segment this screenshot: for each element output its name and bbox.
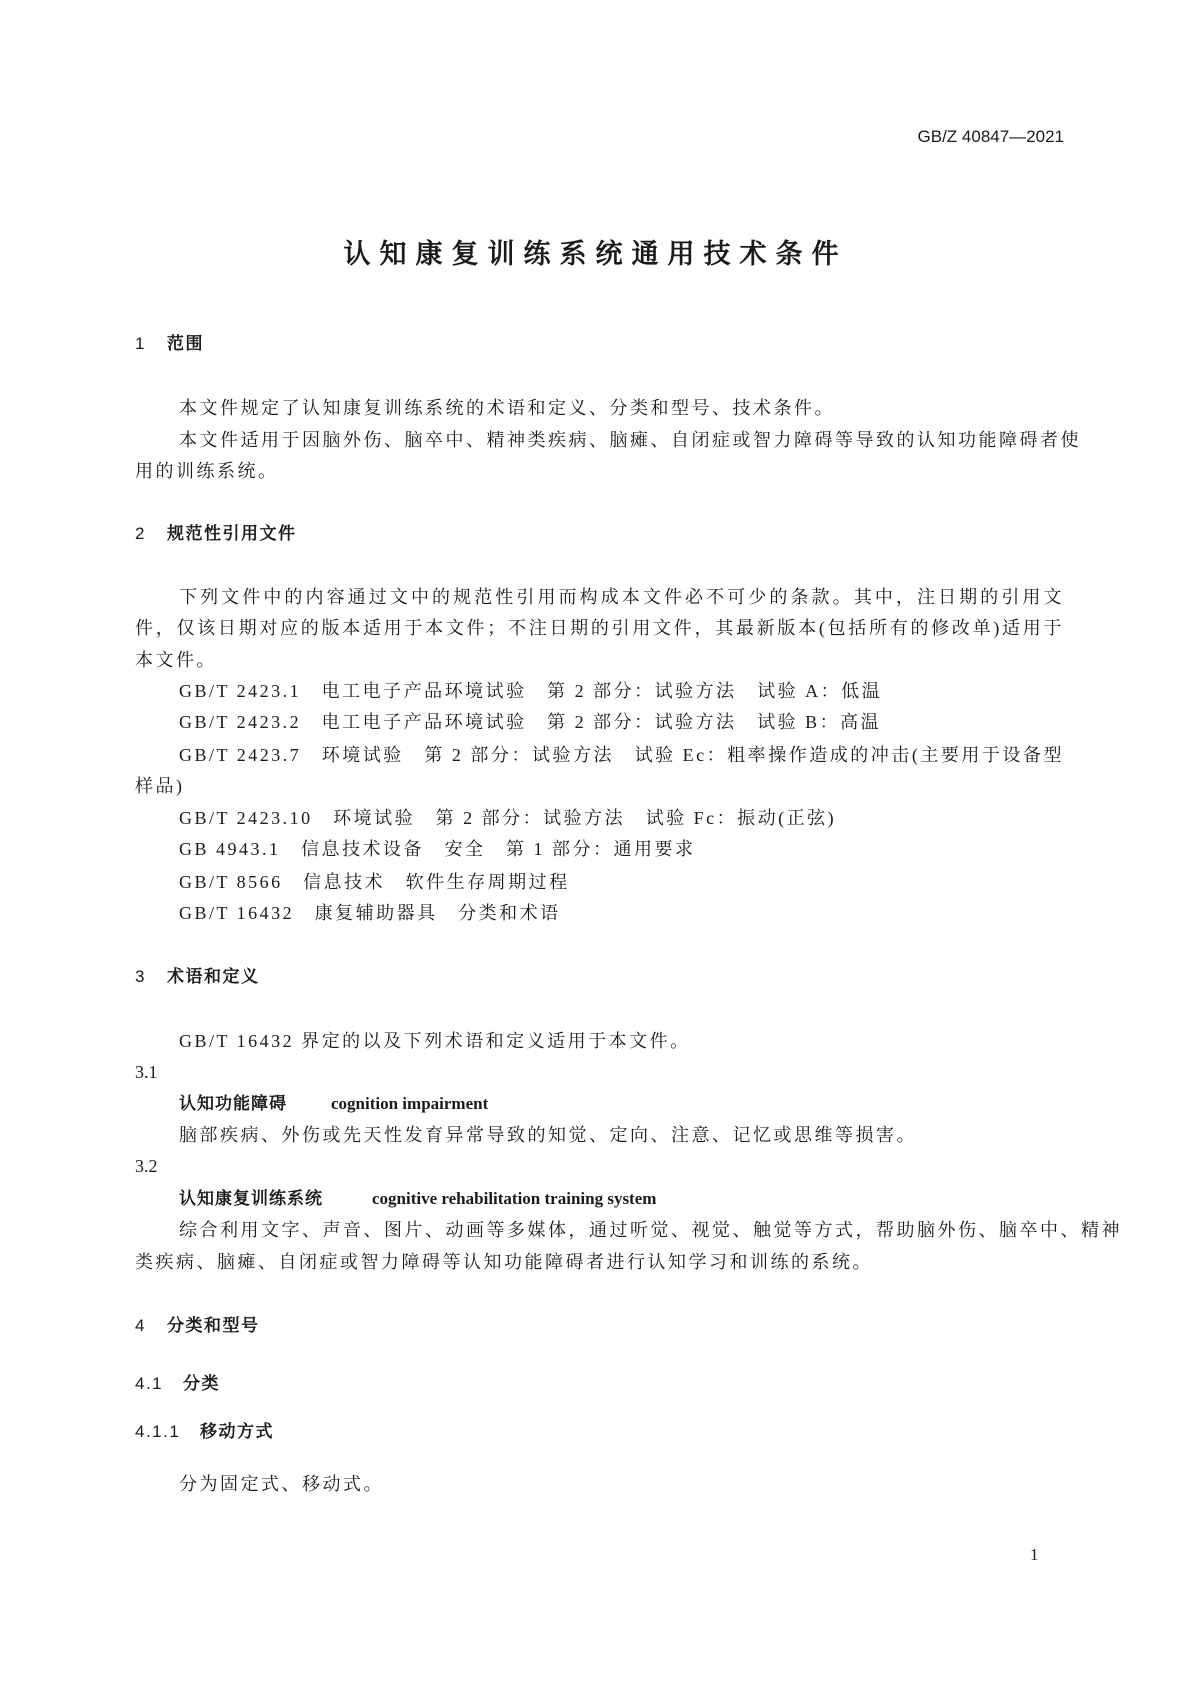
term-number: 3.1 <box>135 1062 158 1082</box>
paragraph: GB/T 16432 界定的以及下列术语和定义适用于本文件。 <box>179 1031 691 1051</box>
section-1-title: 范围 <box>167 334 204 353</box>
page-number: 1 <box>1030 1545 1039 1564</box>
paragraph: 本文件适用于因脑外伤、脑卒中、精神类疾病、脑瘫、自闭症或智力障碍等导致的认知功能障碍者使 <box>179 430 1081 450</box>
term-en: cognition impairment <box>331 1094 489 1113</box>
document-title: 认知康复训练系统通用技术条件 <box>343 239 848 269</box>
reference-item: GB/T 8566 信息技术 软件生存周期过程 <box>179 872 570 892</box>
term-definition: 类疾病、脑瘫、自闭症或智力障碍等认知功能障碍者进行认知学习和训练的系统。 <box>135 1252 873 1272</box>
standard-number: GB/Z 40847—2021 <box>917 127 1064 146</box>
term-definition: 综合利用文字、声音、图片、动画等多媒体，通过听觉、视觉、触觉等方式，帮助脑外伤、脑卒中、精神 <box>179 1220 1122 1240</box>
paragraph: 分为固定式、移动式。 <box>179 1474 384 1494</box>
section-2-number: 2 <box>135 524 146 543</box>
section-4-1-number: 4.1 <box>135 1374 164 1393</box>
section-4-1-1-title: 移动方式 <box>200 1422 274 1441</box>
section-3-title: 术语和定义 <box>167 967 260 986</box>
paragraph: 用的训练系统。 <box>135 461 279 481</box>
section-3-number: 3 <box>135 967 146 986</box>
reference-item: GB/T 16432 康复辅助器具 分类和术语 <box>179 903 561 923</box>
reference-item: GB/T 2423.10 环境试验 第 2 部分：试验方法 试验 Fc：振动(正弦) <box>179 808 837 828</box>
section-4-title: 分类和型号 <box>167 1316 260 1335</box>
reference-item: GB 4943.1 信息技术设备 安全 第 1 部分：通用要求 <box>179 839 696 859</box>
section-4-number: 4 <box>135 1316 146 1335</box>
section-4-1-title: 分类 <box>183 1374 220 1393</box>
reference-item: GB/T 2423.2 电工电子产品环境试验 第 2 部分：试验方法 试验 B：高温 <box>179 712 882 732</box>
term-zh: 认知功能障碍 <box>179 1094 287 1113</box>
reference-item: 样品) <box>135 776 185 796</box>
reference-item: GB/T 2423.1 电工电子产品环境试验 第 2 部分：试验方法 试验 A：低温 <box>179 681 883 701</box>
term-zh: 认知康复训练系统 <box>179 1189 323 1208</box>
paragraph: 下列文件中的内容通过文中的规范性引用而构成本文件必不可少的条款。其中，注日期的引用文 <box>179 587 1064 607</box>
section-2-title: 规范性引用文件 <box>167 524 297 543</box>
term-en: cognitive rehabilitation training system <box>372 1189 657 1208</box>
term-definition: 脑部疾病、外伤或先天性发育异常导致的知觉、定向、注意、记忆或思维等损害。 <box>179 1125 917 1145</box>
paragraph: 件，仅该日期对应的版本适用于本文件；不注日期的引用文件，其最新版本(包括所有的修改单)适用于 <box>135 618 1064 638</box>
paragraph: 本文件。 <box>135 650 217 670</box>
reference-item: GB/T 2423.7 环境试验 第 2 部分：试验方法 试验 Ec：粗率操作造成的冲击(主要用于设备型 <box>179 745 1064 765</box>
paragraph: 本文件规定了认知康复训练系统的术语和定义、分类和型号、技术条件。 <box>179 398 835 418</box>
section-1-number: 1 <box>135 334 146 353</box>
term-number: 3.2 <box>135 1156 158 1176</box>
section-4-1-1-number: 4.1.1 <box>135 1422 181 1441</box>
